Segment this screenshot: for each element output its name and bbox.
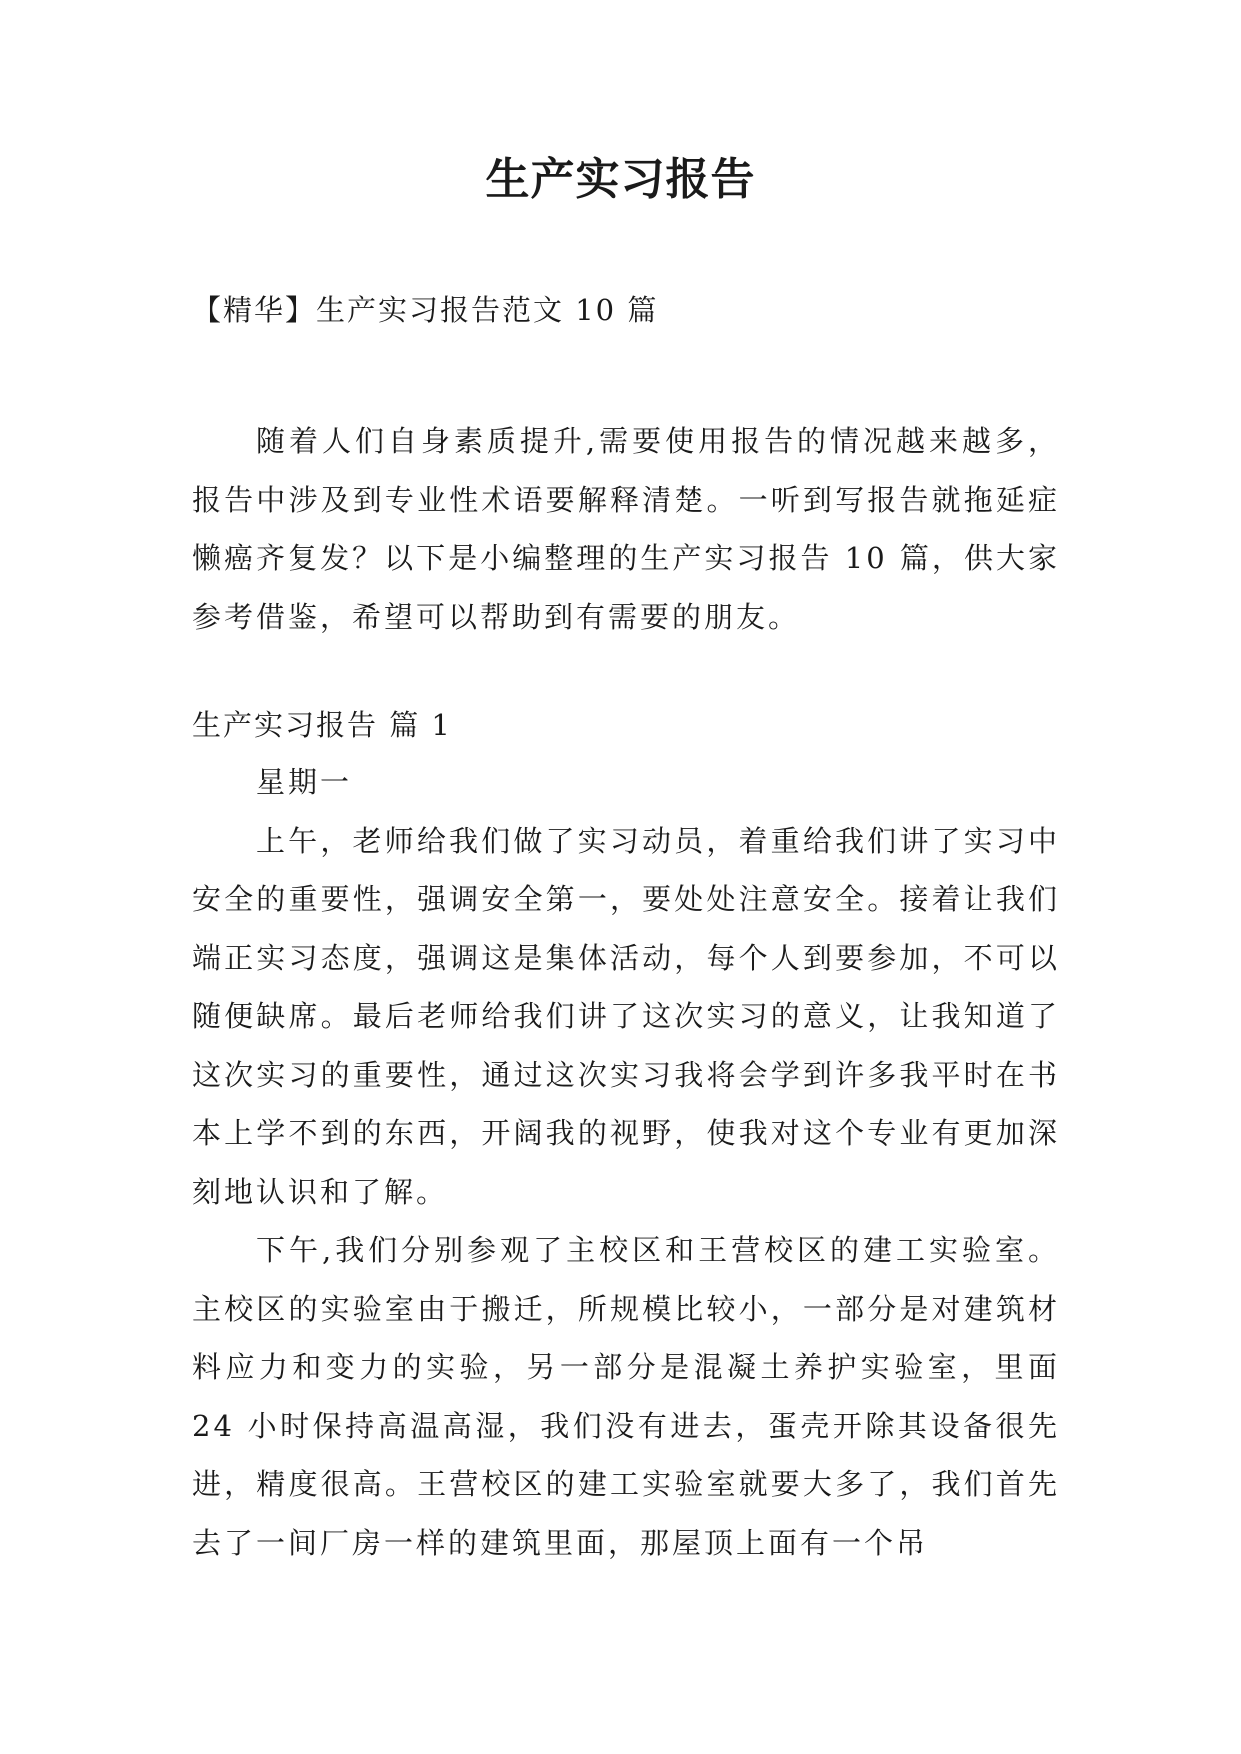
document-subtitle: 【精华】生产实习报告范文 10 篇: [192, 293, 659, 327]
document-title: 生产实习报告: [485, 154, 756, 205]
body-paragraph-2: 下午,我们分别参观了主校区和王营校区的建工实验室。主校区的实验室由于搬迁，所规模比较小，一部分是对建筑材料应力和变力的实验，另一部分是混凝土养护实验室，里面 24 小时保持高温高湿，我们没有进去，蛋壳开除其设备很先进，精度很高。王营校区的建工实验室就要大多了，我们首先去了一间厂房一样的建筑里面，那屋顶上面有一个吊: [192, 1233, 1060, 1560]
section-content: [192, 753, 1060, 1572]
intro-block: [192, 412, 1060, 646]
intro-paragraph: 随着人们自身素质提升,需要使用报告的情况越来越多，报告中涉及到专业性术语要解释清楚。一听到写报告就拖延症懒癌齐复发？以下是小编整理的生产实习报告 10 篇，供大家参考借鉴，希望可以帮助到有需要的朋友。: [192, 424, 1060, 634]
section-heading: 生产实习报告 篇 1: [192, 708, 452, 742]
body-paragraph-1: 上午，老师给我们做了实习动员，着重给我们讲了实习中安全的重要性，强调安全第一，要处处注意安全。接着让我们端正实习态度，强调这是集体活动，每个人到要参加，不可以随便缺席。最后老师给我们讲了这次实习的意义，让我知道了这次实习的重要性，通过这次实习我将会学到许多我平时在书本上学不到的东西，开阔我的视野，使我对这个专业有更加深刻地认识和了解。: [192, 823, 1060, 1209]
day-label: 星期一: [256, 765, 353, 799]
